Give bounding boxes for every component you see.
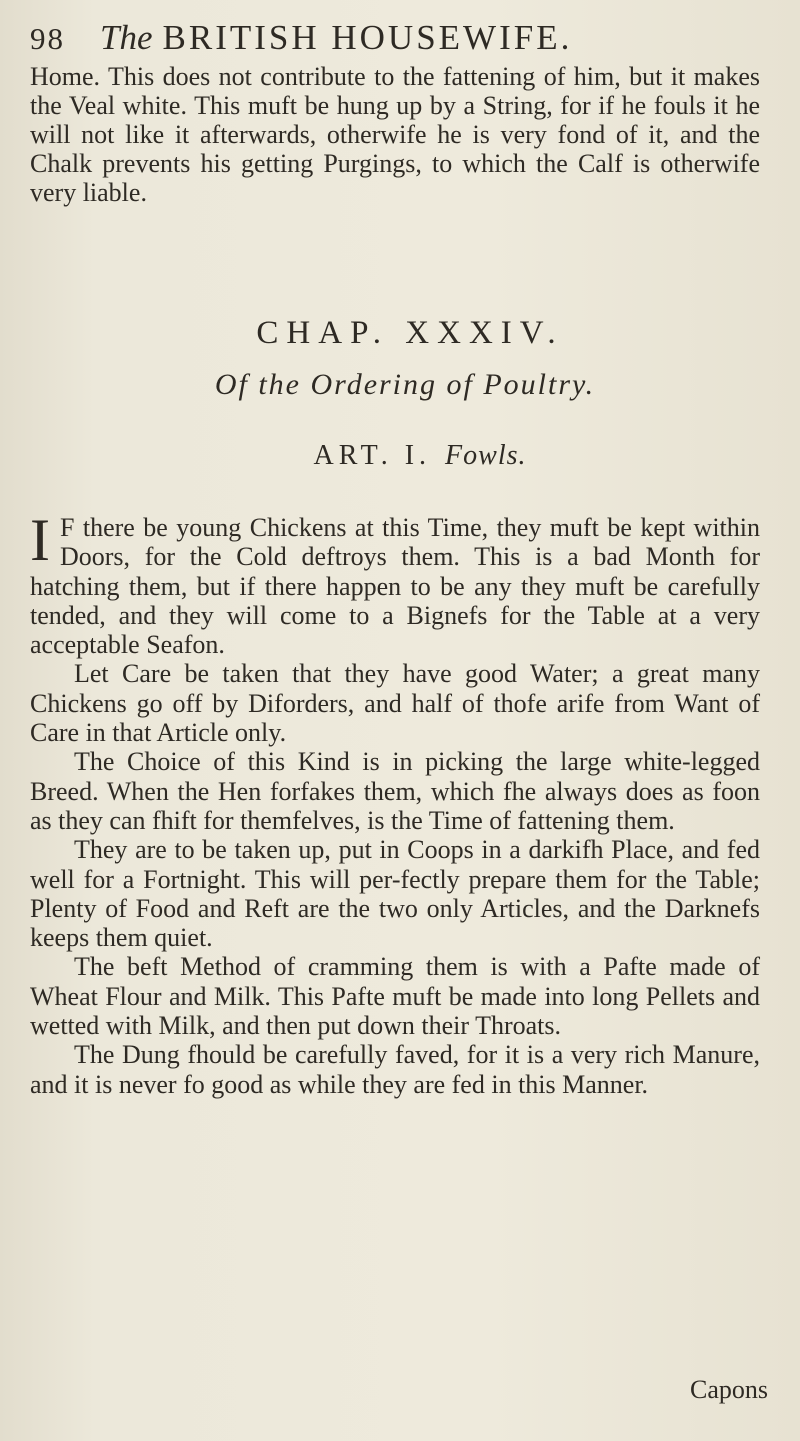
paragraph-5: The beft Method of cramming them is with a Pafte made of Wheat Flour and Milk. This Pafte muft be made into long Pellets and wetted with Milk, and then put down their Throats.	[30, 952, 760, 1041]
running-head-the: The	[100, 18, 153, 57]
paragraph-2: Let Care be taken that they have good Water; a great many Chickens go off by Diforders, and half of thofe arife from Want of Care in that Article only.	[30, 659, 760, 748]
catchword: Capons	[690, 1375, 768, 1404]
paragraph-3: The Choice of this Kind is in picking the large white-legged Breed. When the Hen forfakes them, which fhe always does as foon as they can fhift for themfelves, is the Time of fattening them.	[30, 747, 760, 835]
running-head-title: BRITISH HOUSEWIFE.	[162, 18, 573, 57]
article-label: ART. I.	[313, 440, 432, 471]
article-title: Fowls.	[445, 440, 527, 471]
paragraph-1-text: F there be young Chickens at this Time, they muft be kept within Doors, for the Cold deftroys them. This is a bad Month for hatching them, but if there happen to be any they muft be carefully tended, and they will come to a Bignefs for the Table at a very acceptable Seafon.	[30, 513, 760, 660]
paragraph-4: They are to be taken up, put in Coops in a darkifh Place, and fed well for a Fortnight. This will per-fectly prepare them for the Table; Plenty of Food and Reft are the two only Articles, and the Darknefs keeps them quiet.	[30, 835, 760, 953]
article-heading	[0, 440, 800, 472]
chapter-subtitle: Of the Ordering of Poultry.	[214, 368, 596, 401]
running-head	[30, 18, 770, 68]
body-text	[30, 507, 760, 1099]
opening-paragraph: Home. This does not contribute to the fattening of him, but it makes the Veal white. This muft be hung up by a String, for if he fouls it he will not like it afterwards, otherwife he is very fond of it, and the Chalk prevents his getting Purgings, to which the Calf is otherwife very liable.	[30, 62, 760, 207]
chapter-heading: CHAP. XXXIV.	[256, 315, 564, 351]
drop-cap: I	[30, 507, 50, 573]
paragraph-6: The Dung fhould be carefully faved, for it is a very rich Manure, and it is never fo good as while they are fed in this Manner.	[30, 1040, 760, 1099]
page-number: 98	[30, 21, 65, 56]
paragraph-1	[30, 507, 760, 660]
